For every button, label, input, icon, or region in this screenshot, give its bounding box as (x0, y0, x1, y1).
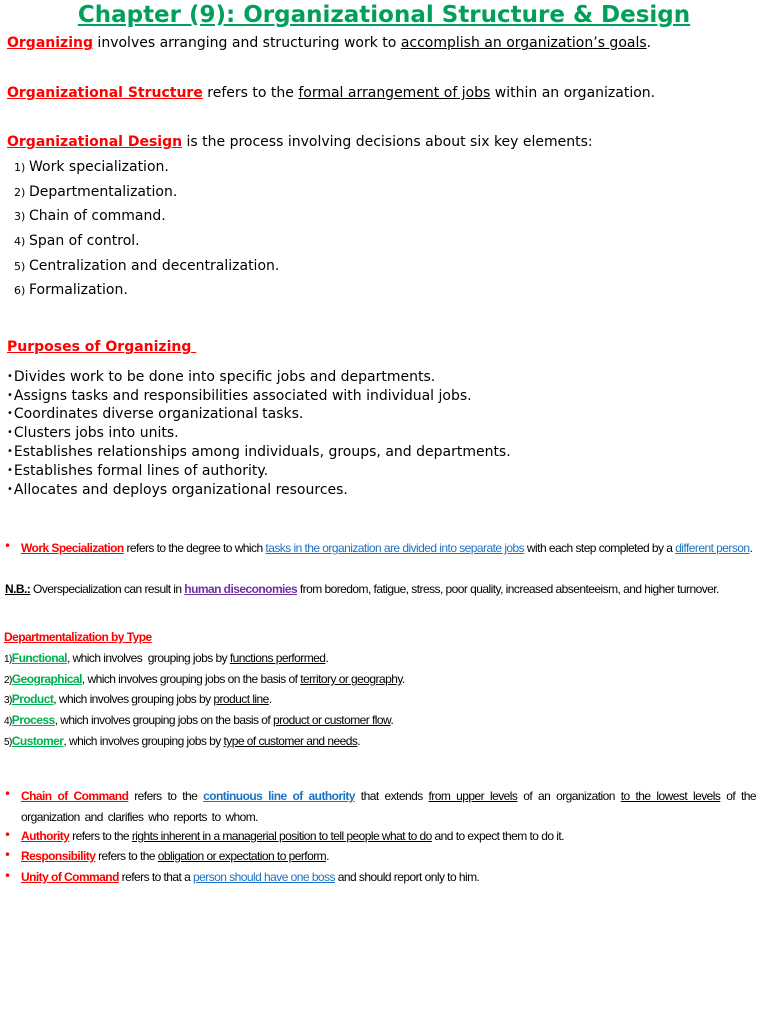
page-title: Chapter (9): Organizational Structure & Design (77, 2, 691, 28)
element-item: 6) Formalization. (14, 282, 128, 298)
bullet-marker: • (4, 828, 12, 842)
purpose-item: •Establishes relationships among individuals, groups, and departments. (7, 444, 511, 460)
dept-item: 2)Geographical, which involves grouping jobs on the basis of territory or geography. (4, 672, 405, 686)
bullet-marker: • (4, 787, 12, 801)
dept-item: 3)Product, which involves grouping jobs by product line. (4, 692, 272, 706)
responsibility-definition: Responsibility refers to the obligation or expectation to perform. (21, 849, 329, 863)
element-item: 1) Work specialization. (14, 159, 169, 175)
purpose-item: •Coordinates diverse organizational tasks. (7, 406, 304, 422)
purpose-item: •Assigns tasks and responsibilities associated with individual jobs. (7, 388, 472, 404)
element-item: 2) Departmentalization. (14, 184, 178, 200)
purpose-item: •Divides work to be done into specific jobs and departments. (7, 369, 436, 385)
bullet-marker: • (4, 869, 12, 883)
chain-of-command-definition: Chain of Command refers to the continuous line of authority that extends from upper levels of an organization to the lowest levels of the organization and clarifies who reports to whom. (21, 789, 756, 824)
unity-of-command-definition: Unity of Command refers to that a person should have one boss and should report only to him. (21, 870, 480, 884)
bullet-marker: • (4, 539, 12, 553)
dept-item: 5)Customer, which involves grouping jobs by type of customer and needs. (4, 734, 361, 748)
dept-item: 4)Process, which involves grouping jobs on the basis of product or customer flow. (4, 713, 394, 727)
departmentalization-heading: Departmentalization by Type (4, 630, 152, 644)
purpose-item: •Allocates and deploys organizational resources. (7, 482, 348, 498)
structure-definition: Organizational Structure refers to the formal arrangement of jobs within an organization. (7, 85, 656, 101)
work-specialization-definition: Work Specialization refers to the degree to which tasks in the organization are divided into separate jobs with each step completed by a different person. (21, 541, 753, 555)
element-item: 4) Span of control. (14, 233, 140, 249)
authority-definition: Authority refers to the rights inherent in a managerial position to tell people what to do and to expect them to do it. (21, 829, 564, 843)
dept-item: 1)Functional, which involves grouping jobs by functions performed. (4, 651, 329, 665)
purpose-item: •Clusters jobs into units. (7, 425, 179, 441)
organizing-definition: Organizing involves arranging and structuring work to accomplish an organization’s goals. (7, 35, 652, 51)
purposes-heading: Purposes of Organizing (7, 339, 197, 355)
design-definition: Organizational Design is the process involving decisions about six key elements: (7, 134, 593, 150)
element-item: 3) Chain of command. (14, 208, 166, 224)
bullet-marker: • (4, 848, 12, 862)
nb-note: N.B.: Overspecialization can result in human diseconomies from boredom, fatigue, stress, poor quality, increased absenteeism, and higher turnover. (5, 582, 719, 596)
purpose-item: •Establishes formal lines of authority. (7, 463, 269, 479)
element-item: 5) Centralization and decentralization. (14, 258, 280, 274)
